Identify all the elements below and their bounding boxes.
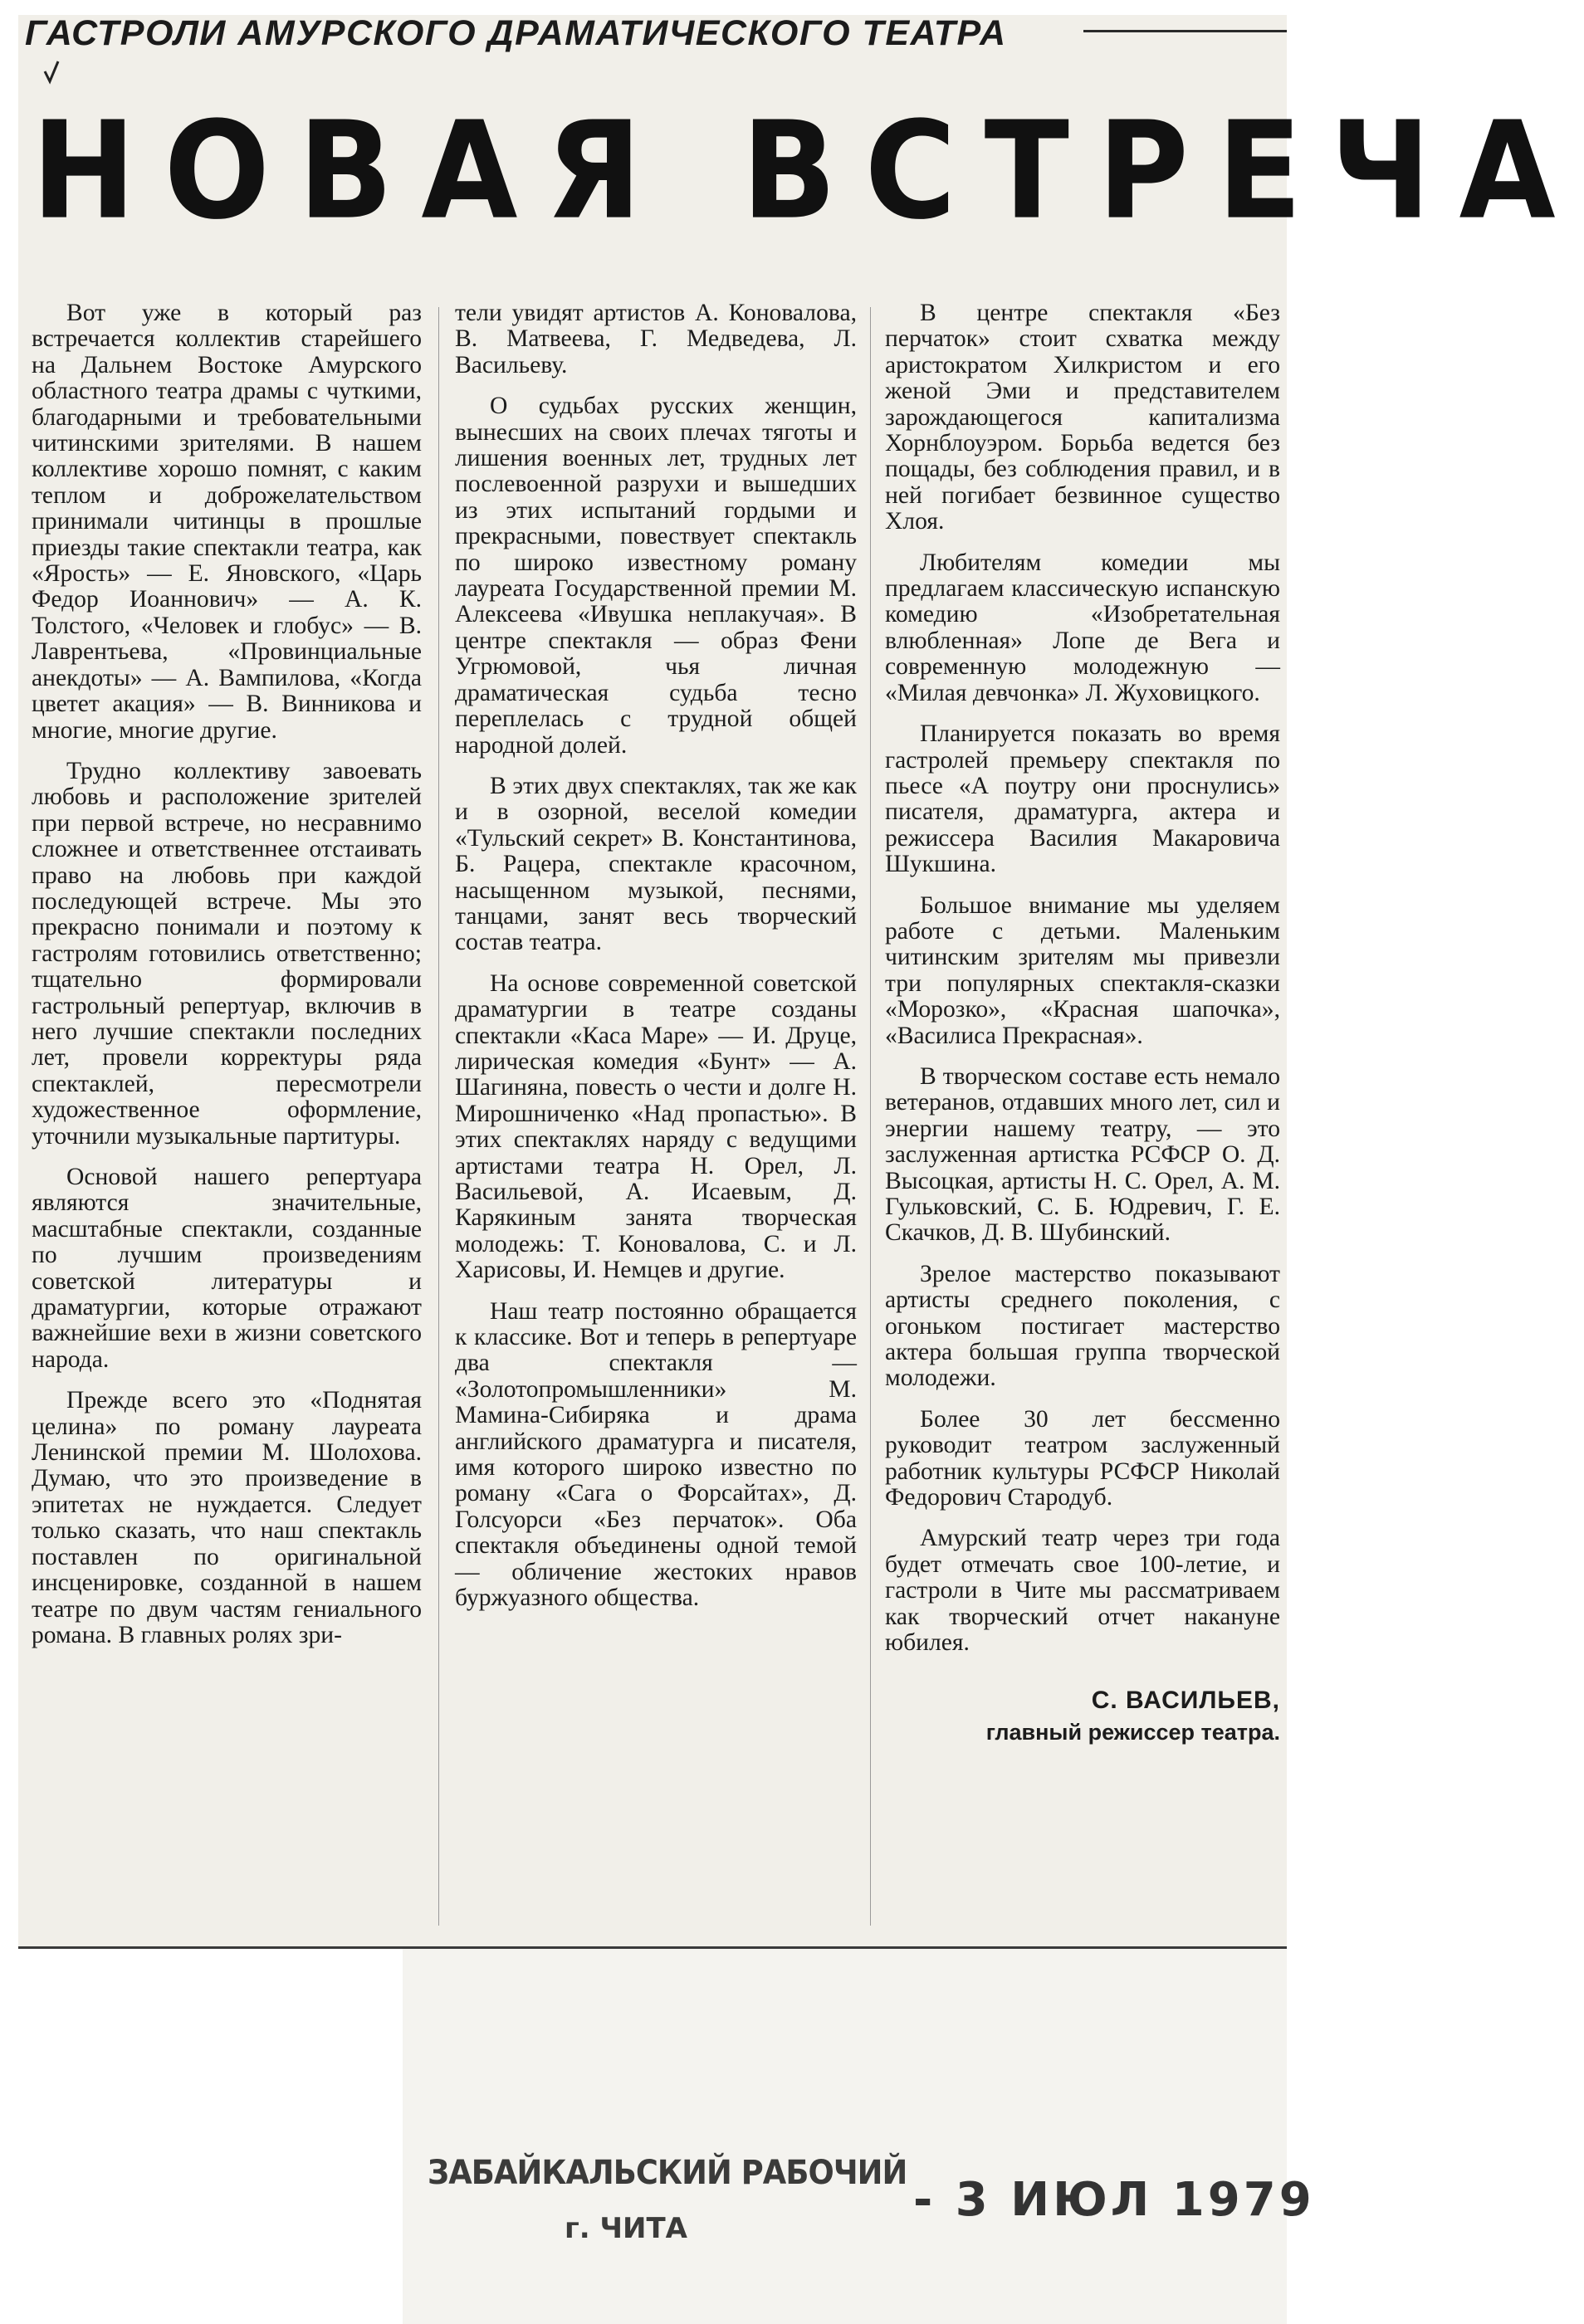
author-name: С. ВАСИЛЬЕВ, <box>1091 1686 1280 1714</box>
clipping-bottom-rule <box>18 1946 1287 1949</box>
article-column-2 <box>455 300 857 1627</box>
paragraph: В центре спектакля «Без перчаток» стоит схватка между аристократом Хилкристом и его женой Эми и представителем зарождающегося капитализма Хорнблоуэром. Борьба ведется без пощады, без соблюдения правил, и в ней погибает безвинное существо Хлоя. <box>885 300 1280 535</box>
newspaper-stamp-source: ЗАБАЙКАЛЬСКИЙ РАБОЧИЙ <box>428 2154 907 2192</box>
rubric-heading: ГАСТРОЛИ АМУРСКОГО ДРАМАТИЧЕСКОГО ТЕАТРА <box>25 13 1007 53</box>
paragraph: Более 30 лет бессменно руководит театром заслуженный работник культуры РСФСР Николай Федорович Стародуб. <box>885 1405 1280 1511</box>
paragraph: тели увидят артистов А. Коновалова, В. Матвеева, Г. Медведева, Л. Васильеву. <box>455 300 857 378</box>
paragraph: Любителям комедии мы предлагаем классическую испанскую комедию «Изобретательная влюбленная» Лопе де Вега и современную молодежную — «Милая девчонка» Л. Жуховицкого. <box>885 549 1280 706</box>
paragraph: Планируется показать во время гастролей премьеру спектакля по пьесе «А поутру они проснулись» писателя, драматурга, актера и режиссера Василия Макаровича Шукшина. <box>885 720 1280 878</box>
paragraph: Большое внимание мы уделяем работе с детьми. Маленьким читинским зрителям мы привезли три популярных спектакля-сказки «Морозко», «Красная шапочка», «Василиса Прекрасная». <box>885 891 1280 1049</box>
article-column-1 <box>32 300 422 1663</box>
paragraph: Зрелое мастерство показывают артисты среднего поколения, с огоньком постигает мастерство актера большая группа творческой молодежи. <box>885 1260 1280 1392</box>
paragraph: Амурский театр через три года будет отмечать свое 100-летие, и гастроли в Чите мы рассматриваем как творческий отчет накануне юбилея. <box>885 1525 1280 1657</box>
author-role: главный режиссер театра. <box>985 1719 1280 1745</box>
paragraph: На основе современной советской драматургии в театре созданы спектакли «Каса Маре» — И. Друце, лирическая комедия «Бунт» — А. Шагиняна, повесть о чести и долге Н. Мирошниченко «Над пропастью». В этих спектаклях наряду с ведущими артистами театра Н. Орел, Л. Васильевой, А. Исаевым, Д. Карякиным занята творческая молодежь: Т. Коновалова, С. и Л. Харисовы, И. Немцев и другие. <box>455 969 857 1284</box>
author-signature <box>885 1685 1280 1748</box>
pen-tick-mark <box>43 60 60 85</box>
date-stamp: - 3 ИЮЛ 1979 <box>913 2173 1315 2227</box>
paragraph: Основой нашего репертуара являются значительные, масштабные спектакли, созданные по лучшим произведениям советской литературы и драматургии, которые отражают важнейшие вехи в жизни советского народа. <box>32 1164 422 1373</box>
column-divider <box>870 307 871 1926</box>
paragraph: В творческом составе есть немало ветеранов, отдавших много лет, сил и энергии нашему театру, — это заслуженная артистка РСФСР О. Д. Высоцкая, артисты Н. С. Орел, А. М. Гульковский, С. Б. Юдревич, Г. Е. Скачков, Д. В. Шубинский. <box>885 1062 1280 1247</box>
paragraph: Прежде всего это «Поднятая целина» по роману лауреата Ленинской премии М. Шолохова. Думаю, что это произведение в эпитетах не нуждается. Следует только сказать, что наш спектакль поставлен по оригинальной инсценировке, созданной в нашем театре по двум частям гениального романа. В главных ролях зри- <box>32 1387 422 1648</box>
article-column-3 <box>885 300 1280 1763</box>
paragraph: О судьбах русских женщин, вынесших на своих плечах тяготы и лишения военных лет, трудных лет послевоенной разрухи и вышедших из этих испытаний гордыми и прекрасными, повествует спектакль по широко известному роману лауреата Государственной премии М. Алексеева «Ивушка неплакучая». В центре спектакля — образ Фени Угрюмовой, чья личная драматическая судьба тесно переплелась с трудной общей народной долей. <box>455 393 857 759</box>
paragraph: Трудно коллективу завоевать любовь и расположение зрителей при первой встрече, но несравнимо сложнее и ответственнее отстаивать право на любовь при каждой последующей встрече. Мы это прекрасно понимали и поэтому к гастролям готовились ответственно; тщательно формировали гастрольный репертуар, включив в него лучшие спектакли последних лет, провели корректуры ряда спектаклей, пересмотрели художественное оформление, уточнили музыкальные партитуры. <box>32 757 422 1150</box>
paragraph: Вот уже в который раз встречается коллектив старейшего на Дальнем Востоке Амурского областного театра драмы с чуткими, благодарными и требовательными читинскими зрителями. В нашем коллективе хорошо помнят, с каким теплом и доброжелательством принимали читинцы в прошлые приезды такие спектакли театра, как «Ярость» — Е. Яновского, «Царь Федор Иоаннович» — А. К. Толстого, «Человек и глобус» — В. Лаврентьева, «Провинциальные анекдоты» — А. Вампилова, «Когда цветет акация» — В. Винникова и многие, многие другие. <box>32 300 422 744</box>
clipping-lower-area <box>403 1949 1287 2324</box>
column-divider <box>438 307 439 1926</box>
newspaper-stamp-city: г. ЧИТА <box>565 2212 687 2245</box>
paragraph: В этих двух спектаклях, так же как и в озорной, веселой комедии «Тульский секрет» В. Константинова, Б. Рацера, спектакле красочном, насыщенном музыкой, песнями, танцами, занят весь творческий состав театра. <box>455 772 857 956</box>
rubric-rule <box>1083 30 1287 32</box>
paragraph: Наш театр постоянно обращается к классике. Вот и теперь в репертуаре два спектакля — «Золотопромышленники» М. Мамина-Сибиряка и драма английского драматурга и писателя, имя которого широко известно по роману «Сага о Форсайтах», Д. Голсуорси «Без перчаток». Оба спектакля объединены одной темой — обличение жестоких нравов буржуазного общества. <box>455 1297 857 1612</box>
article-headline: НОВАЯ ВСТРЕЧА <box>32 93 1584 250</box>
